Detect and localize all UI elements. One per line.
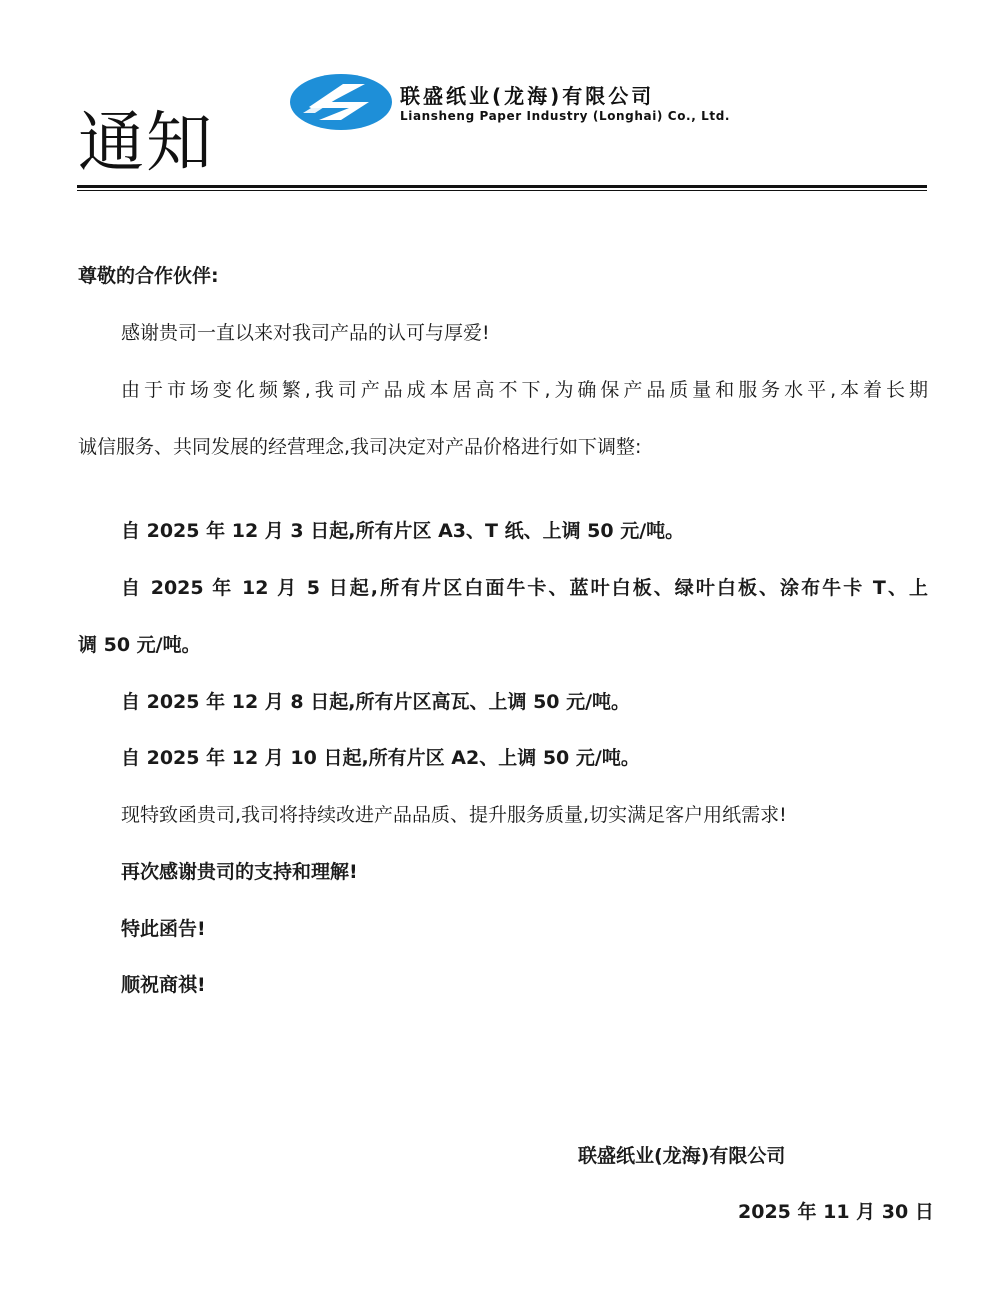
notice-line: 特此函告! (121, 918, 206, 940)
company-name-cn: 联盛纸业(龙海)有限公司 (400, 84, 655, 108)
adjustment-item: 自 2025 年 12 月 3 日起,所有片区 A3、T 纸、上调 50 元/吨。 (121, 520, 685, 542)
company-name-en: Liansheng Paper Industry (Longhai) Co., Ltd. (400, 109, 731, 123)
closing-line: 顺祝商祺! (121, 974, 206, 996)
page-title: 通知 (78, 104, 214, 181)
commitment-paragraph: 现特致函贵司,我司将持续改进产品品质、提升服务质量,切实满足客户用纸需求! (121, 804, 787, 826)
thanks-again: 再次感谢贵司的支持和理解! (121, 861, 358, 883)
thanks-paragraph: 感谢贵司一直以来对我司产品的认可与厚爱! (121, 322, 490, 344)
adjustment-item-continued: 调 50 元/吨。 (78, 634, 201, 656)
reason-paragraph-line-2: 诚信服务、共同发展的经营理念,我司决定对产品价格进行如下调整: (78, 436, 642, 458)
adjustment-item: 自 2025 年 12 月 5 日起,所有片区白面牛卡、蓝叶白板、绿叶白板、涂布牛卡 T、上 (121, 577, 928, 599)
company-logo-icon (289, 72, 395, 132)
signature-company: 联盛纸业(龙海)有限公司 (578, 1145, 786, 1167)
salutation: 尊敬的合作伙伴: (78, 265, 219, 287)
signature-date: 2025 年 11 月 30 日 (738, 1201, 934, 1223)
adjustment-item: 自 2025 年 12 月 8 日起,所有片区高瓦、上调 50 元/吨。 (121, 691, 631, 713)
header-divider-thick (77, 185, 927, 188)
adjustment-item: 自 2025 年 12 月 10 日起,所有片区 A2、上调 50 元/吨。 (121, 747, 640, 769)
reason-paragraph-line-1: 由于市场变化频繁,我司产品成本居高不下,为确保产品质量和服务水平,本着长期 (121, 379, 928, 401)
header-divider-thin (77, 190, 927, 191)
